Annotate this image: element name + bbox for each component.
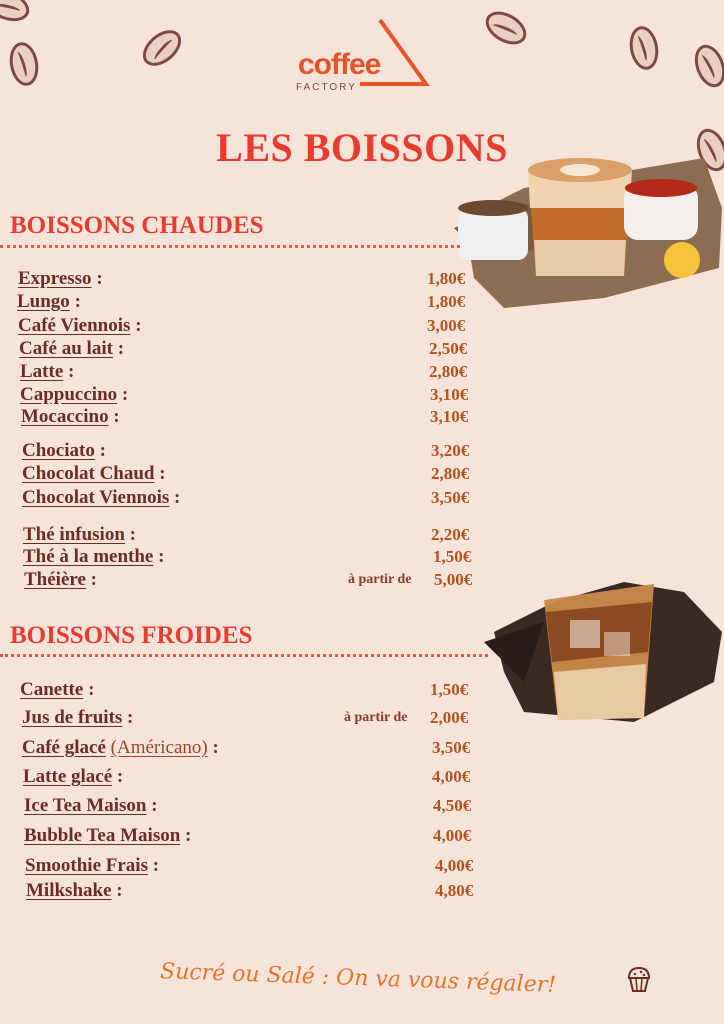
- menu-item: Lungo : 1,80€: [17, 291, 466, 312]
- menu-item: Jus de fruits : à partir de 2,00€: [22, 707, 469, 728]
- item-price: 2,50€: [429, 339, 468, 358]
- item-name: Bubble Tea Maison: [24, 825, 181, 846]
- item-name: Expresso: [18, 268, 92, 289]
- item-price: 4,00€: [435, 856, 474, 875]
- menu-item: Café Viennois : 3,00€: [18, 315, 466, 336]
- menu-item: Chocolat Chaud : 2,80€: [22, 463, 470, 484]
- menu-item: Smoothie Frais : 4,00€: [25, 855, 474, 876]
- item-price: 2,00€: [430, 708, 469, 727]
- coffee-bean-icon: [0, 0, 33, 27]
- menu-item: Café glacé (Américano) : 3,50€: [22, 737, 471, 758]
- item-name: Latte: [20, 361, 64, 382]
- brand-subtitle: FACTORY: [296, 82, 357, 93]
- item-name: Café Viennois: [18, 315, 131, 336]
- item-price: 4,00€: [433, 826, 472, 845]
- item-name: Latte glacé: [23, 766, 113, 787]
- section-divider: [0, 654, 488, 657]
- item-price: 3,10€: [430, 407, 469, 426]
- item-price: 2,80€: [431, 464, 470, 483]
- item-price: 3,50€: [432, 738, 471, 757]
- slogan: Sucré ou Salé : On va vous régaler!: [159, 959, 557, 998]
- page-title: LES BOISSONS: [216, 125, 508, 170]
- item-price: 4,80€: [435, 881, 474, 900]
- item-name: Canette: [20, 679, 84, 700]
- item-price: 2,20€: [431, 525, 470, 544]
- menu-item: Café au lait : 2,50€: [19, 338, 468, 359]
- item-name: Cappuccino: [20, 384, 118, 405]
- item-name: Café au lait: [19, 338, 113, 359]
- menu-item: Latte glacé : 4,00€: [23, 766, 471, 787]
- menu-item: Ice Tea Maison : 4,50€: [24, 795, 472, 816]
- item-name: Milkshake: [26, 880, 112, 901]
- item-price: 3,20€: [431, 441, 470, 460]
- menu-item: Bubble Tea Maison : 4,00€: [24, 825, 472, 846]
- item-price: 1,80€: [427, 292, 466, 311]
- item-name: Mocaccino: [21, 406, 109, 427]
- item-price: 2,80€: [429, 362, 468, 381]
- cold-drinks-photo: [484, 572, 724, 732]
- item-price: 1,80€: [427, 269, 466, 288]
- brand-word: coffee: [298, 48, 381, 81]
- item-price: 1,50€: [433, 547, 472, 566]
- item-price: 3,50€: [431, 488, 470, 507]
- item-name: Thé infusion: [23, 524, 125, 545]
- item-name: Théière: [24, 569, 86, 590]
- menu-item: Thé à la menthe : 1,50€: [23, 546, 472, 567]
- item-extra: (Américano): [110, 737, 208, 758]
- menu-item: Milkshake : 4,80€: [26, 880, 474, 901]
- item-price: 5,00€: [434, 570, 473, 589]
- item-name: Lungo: [17, 291, 70, 312]
- section-title-cold: BOISSONS FROIDES: [10, 622, 253, 649]
- brand-logo: [290, 12, 440, 97]
- muffin-icon: [624, 964, 654, 994]
- item-name: Café glacé: [22, 737, 106, 758]
- item-price: 3,10€: [430, 385, 469, 404]
- menu-item: Cappuccino : 3,10€: [20, 384, 469, 405]
- price-prefix: à partir de: [348, 572, 412, 587]
- item-price: 1,50€: [430, 680, 469, 699]
- menu-item: Chociato : 3,20€: [22, 440, 470, 461]
- item-price: 3,00€: [427, 316, 466, 335]
- coffee-bean-icon: [689, 41, 724, 92]
- coffee-bean-icon: [626, 24, 661, 72]
- item-name: Chocolat Chaud: [22, 463, 155, 484]
- price-prefix: à partir de: [344, 710, 408, 725]
- coffee-bean-icon: [136, 23, 188, 73]
- menu-item: Expresso : 1,80€: [18, 268, 466, 289]
- item-name: Ice Tea Maison: [24, 795, 147, 816]
- menu-item: Canette : 1,50€: [20, 679, 469, 700]
- item-price: 4,00€: [432, 767, 471, 786]
- item-name: Chocolat Viennois: [22, 487, 170, 508]
- section-title-hot: BOISSONS CHAUDES: [10, 212, 264, 239]
- item-name: Smoothie Frais: [25, 855, 148, 876]
- menu-item: Théière : à partir de 5,00€: [24, 569, 473, 590]
- coffee-bean-icon: [6, 40, 41, 88]
- menu-item: Latte : 2,80€: [20, 361, 468, 382]
- menu-item: Chocolat Viennois : 3,50€: [22, 487, 470, 508]
- menu-item: Mocaccino : 3,10€: [21, 406, 469, 427]
- item-name: Chociato: [22, 440, 95, 461]
- coffee-bean-icon: [480, 5, 532, 51]
- menu-item: Thé infusion : 2,20€: [23, 524, 470, 545]
- item-price: 4,50€: [433, 796, 472, 815]
- item-name: Jus de fruits: [22, 707, 123, 728]
- item-name: Thé à la menthe: [23, 546, 154, 567]
- section-divider: [0, 245, 460, 248]
